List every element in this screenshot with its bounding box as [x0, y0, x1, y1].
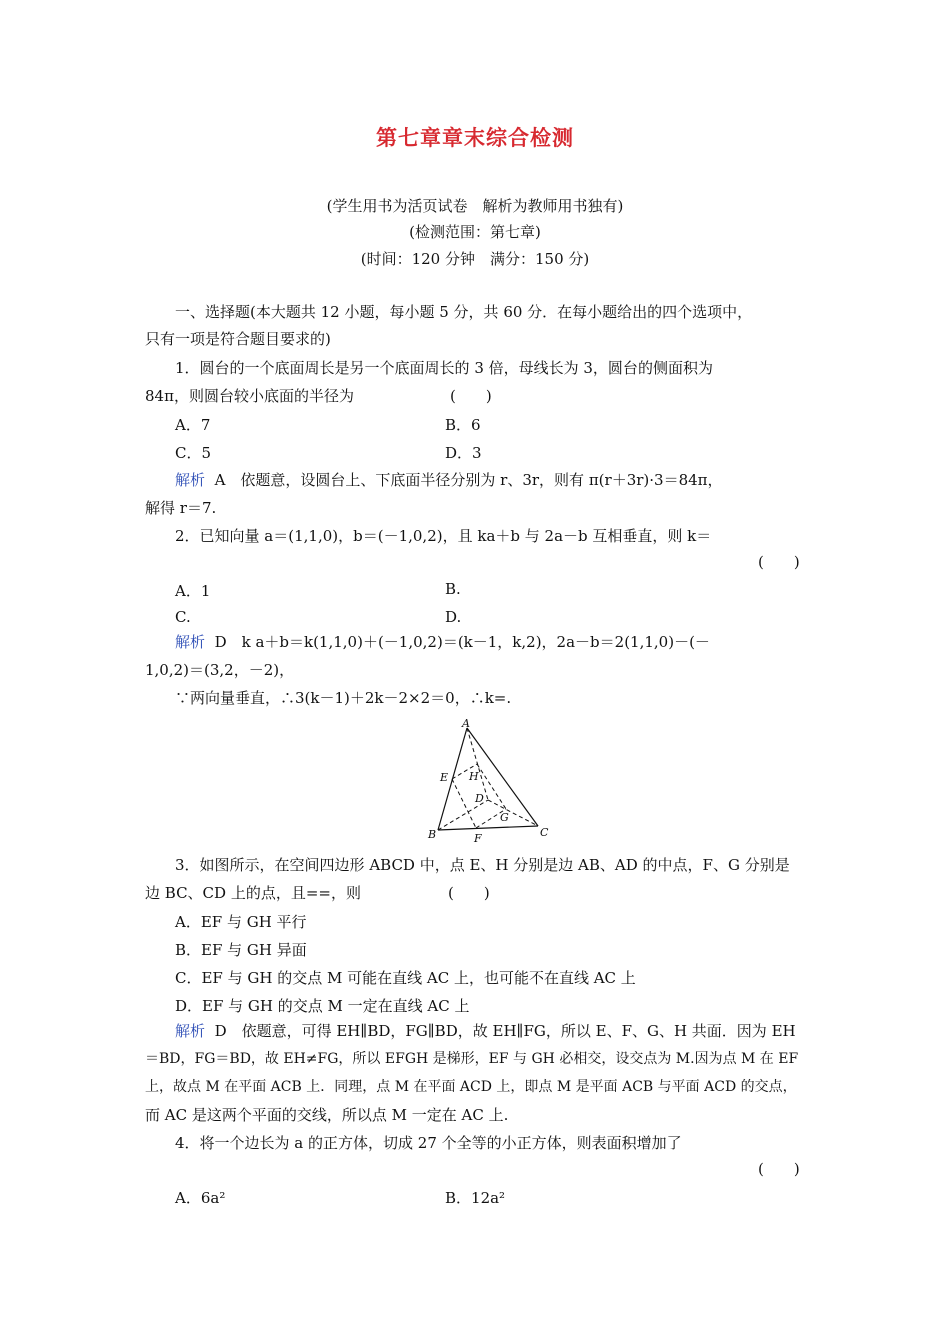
option-d: D．EF 与 GH 的交点 M 一定在直线 AC 上 [175, 997, 470, 1015]
segment-ef [452, 779, 476, 828]
question-1-text-cont: 84π，则圆台较小底面的半径为 [145, 387, 354, 405]
solution-3-cont: ＝BD，FG＝BD，故 EH≠FG，所以 EFGH 是梯形，EF 与 GH 必相交，设交点为 M.因为点 M 在 EF [145, 1051, 799, 1067]
solution-3-cont2: 上，故点 M 在平面 ACB 上．同理，点 M 在平面 ACD 上，即点 M 是平面 ACB 与平面 ACD 的交点， [145, 1079, 797, 1095]
option-a: A．6a² [175, 1189, 226, 1207]
solution-3-cont3: 而 AC 是这两个平面的交线，所以点 M 一定在 AC 上. [145, 1106, 509, 1124]
option-b: B. [445, 580, 461, 598]
option-b: B．EF 与 GH 异面 [175, 941, 307, 959]
label-b: B [428, 828, 437, 841]
option-d: D. [445, 608, 462, 626]
label-d: D [475, 792, 484, 805]
solution-label: 解析 [175, 633, 206, 651]
edge-bc [438, 826, 538, 830]
answer-bracket: ( ) [448, 884, 490, 902]
header-scope: (检测范围：第七章) [409, 223, 541, 241]
solution-text: A 依题意，设圆台上、下底面半径分别为 r、3r，则有 π(r＋3r)·3＝84π， [214, 471, 723, 489]
question-3-text: 3．如图所示，在空间四边形 ABCD 中，点 E、H 分别是边 AB、AD 的中点，F、G 分别是 [175, 856, 790, 874]
section-heading-cont: 只有一项是符合题目要求的) [145, 330, 331, 348]
question-3-text-cont: 边 BC、CD 上的点，且==，则 [145, 884, 361, 902]
solution-2-cont2: ∵两向量垂直，∴3(k－1)＋2k－2×2＝0，∴k=. [175, 689, 512, 707]
option-c: C．5 [175, 444, 212, 462]
label-a: A [462, 718, 470, 730]
label-h: H [469, 770, 479, 783]
section-heading: 一、选择题(本大题共 12 小题，每小题 5 分，共 60 分．在每小题给出的四个选项中， [175, 303, 753, 321]
option-a: A．EF 与 GH 平行 [175, 913, 307, 931]
tetrahedron-figure [420, 718, 560, 843]
solution-1-cont: 解得 r＝7. [145, 499, 217, 517]
solution-2-cont: 1,0,2)＝(3,2，－2)， [145, 661, 295, 679]
label-e: E [440, 771, 449, 784]
option-c: C．EF 与 GH 的交点 M 可能在直线 AC 上，也可能不在直线 AC 上 [175, 969, 636, 987]
solution-text: D k a＋b＝k(1,1,0)＋(－1,0,2)＝(k－1，k,2)，2a－b＝2(1,1,0)－(－ [214, 633, 710, 651]
solution-2 [175, 632, 710, 652]
option-b: B．12a² [445, 1189, 506, 1207]
question-1-text: 1．圆台的一个底面周长是另一个底面周长的 3 倍，母线长为 3，圆台的侧面积为 [175, 359, 713, 377]
question-2-text: 2．已知向量 a＝(1,1,0)，b＝(－1,0,2)，且 ka＋b 与 2a－b 互相垂直，则 k＝ [175, 527, 712, 545]
solution-3 [175, 1021, 796, 1041]
solution-text: D 依题意，可得 EH∥BD，FG∥BD，故 EH∥FG，所以 E、F、G、H 共面．因为 EH [214, 1022, 796, 1040]
edge-cd [488, 800, 538, 826]
header-time: (时间：120 分钟 满分：150 分) [360, 250, 590, 268]
option-a: A．1 [175, 582, 211, 600]
solution-1 [175, 470, 723, 490]
option-d: D．3 [445, 444, 482, 462]
option-b: B．6 [445, 416, 481, 434]
header-note: (学生用书为活页试卷 解析为教师用书独有) [326, 197, 624, 215]
label-g: G [500, 811, 509, 824]
answer-bracket: ( ) [450, 387, 492, 405]
solution-label: 解析 [175, 1022, 206, 1040]
option-c: C. [175, 608, 191, 626]
answer-bracket: ( ) [758, 553, 800, 571]
question-4-text: 4．将一个边长为 a 的正方体，切成 27 个全等的小正方体，则表面积增加了 [175, 1134, 682, 1152]
answer-bracket: ( ) [758, 1160, 800, 1178]
label-f: F [474, 832, 482, 843]
label-c: C [540, 826, 549, 839]
option-a: A．7 [175, 416, 211, 434]
solution-label: 解析 [175, 471, 206, 489]
page-title: 第七章章末综合检测 [376, 125, 574, 150]
